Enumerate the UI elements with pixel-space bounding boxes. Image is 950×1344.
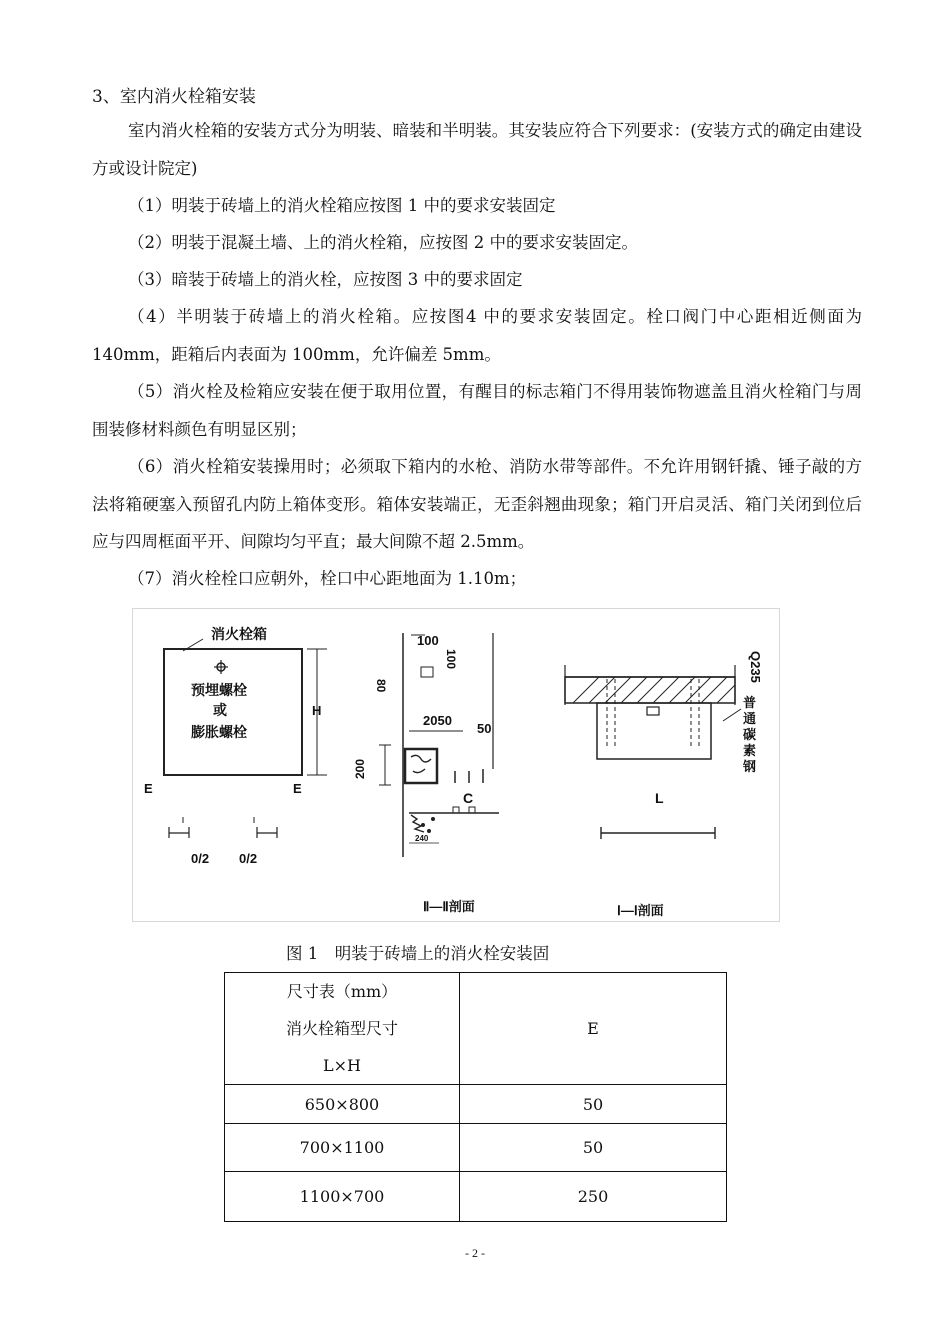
size-cell: 650×800 <box>225 1085 460 1124</box>
half-right-label: 0/2 <box>239 851 258 866</box>
bolt-label-2: 或 <box>213 702 227 718</box>
e-cell: 50 <box>460 1124 727 1172</box>
section-1-title: Ⅰ—Ⅰ剖面 <box>617 903 664 918</box>
header-line-3: L×H <box>323 1056 361 1075</box>
e-left-label: E <box>144 781 153 796</box>
dimension-table <box>224 972 727 1222</box>
e-cell: 250 <box>460 1172 727 1222</box>
requirement-item-7: （7）消火栓栓口应朝外，栓口中心距地面为 1.10m； <box>128 569 527 588</box>
section-1-view <box>565 651 763 918</box>
table-row <box>225 1085 727 1124</box>
size-cell: 1100×700 <box>225 1172 460 1222</box>
half-left-label: 0/2 <box>191 851 210 866</box>
page-number: - 2 - <box>465 1246 485 1260</box>
table-row <box>225 1172 727 1222</box>
requirement-item-4: （4）半明装于砖墙上的消火栓箱。应按图4 中的要求安装固定。栓口阀门中心距相近侧面为 140mm，距箱后内表面为 100mm，允许偏差 5mm。 <box>92 307 862 364</box>
size-cell: 700×1100 <box>225 1124 460 1172</box>
q235-label: Q235 <box>748 651 763 683</box>
bolt-label-1: 预埋螺栓 <box>191 682 247 698</box>
dim-50: 50 <box>477 721 492 736</box>
requirement-item-2: （2）明装于混凝土墙、上的消火栓箱，应按图 2 中的要求安装固定。 <box>128 233 638 252</box>
front-view <box>144 626 327 866</box>
steel-label-2: 通 <box>743 711 757 726</box>
requirement-item-1: （1）明装于砖墙上的消火栓箱应按图 1 中的要求安装固定 <box>128 196 556 215</box>
steel-label-1: 普 <box>743 695 757 710</box>
dim-100-top: 100 <box>417 633 439 648</box>
header-line-2: 消火栓箱型尺寸 <box>285 1019 398 1038</box>
section-2-title: Ⅱ—Ⅱ剖面 <box>423 899 475 914</box>
table-header-left <box>225 973 460 1085</box>
e-right-label: E <box>293 781 302 796</box>
table-header-row <box>225 973 727 1085</box>
steel-label-3: 碳 <box>743 727 757 742</box>
label-c: C <box>463 790 474 806</box>
section-heading: 3、室内消火栓箱安装 <box>92 87 256 107</box>
dim-80: 80 <box>374 679 388 693</box>
section-2-view <box>353 633 499 914</box>
dim-200: 200 <box>353 758 367 779</box>
dim-100-side: 100 <box>444 649 458 670</box>
header-line-1: 尺寸表（mm） <box>286 982 398 1001</box>
height-label: H <box>312 703 322 718</box>
steel-label-4: 素 <box>743 743 757 758</box>
front-box-label: 消火栓箱 <box>211 626 267 642</box>
requirement-item-3: （3）暗装于砖墙上的消火栓，应按图 3 中的要求固定 <box>128 270 523 289</box>
requirement-item-6: （6）消火栓箱安装操用时；必须取下箱内的水枪、消防水带等部件。不允许用钢钎撬、锤子敲的方法将箱硬塞入预留孔内防上箱体变形。箱体安装端正，无歪斜翘曲现象；箱门开启灵活、箱门关闭到位后应与四周框面平开、间隙均匀平直；最大间隙不超 2.5mm。 <box>92 457 862 551</box>
bolt-label-3: 膨胀螺栓 <box>191 724 247 740</box>
e-cell: 50 <box>460 1085 727 1124</box>
requirement-item-5: （5）消火栓及检箱应安装在便于取用位置，有醒目的标志箱门不得用装饰物遮盖且消火栓箱门与周围装修材料颜色有明显区别； <box>92 382 862 439</box>
figure-caption: 图 1 明装于砖墙上的消火栓安装固 <box>286 944 550 963</box>
installation-drawing <box>132 608 780 922</box>
intro-paragraph: 室内消火栓箱的安装方式分为明装、暗装和半明装。其安装应符合下列要求：(安装方式的确定由建设方或设计院定) <box>92 121 862 178</box>
table-row <box>225 1124 727 1172</box>
dim-240: 240 <box>415 834 429 843</box>
dim-2050: 2050 <box>423 713 452 728</box>
label-l: L <box>655 790 664 806</box>
steel-label-5: 钢 <box>743 759 757 774</box>
table-header-right: E <box>460 973 727 1085</box>
